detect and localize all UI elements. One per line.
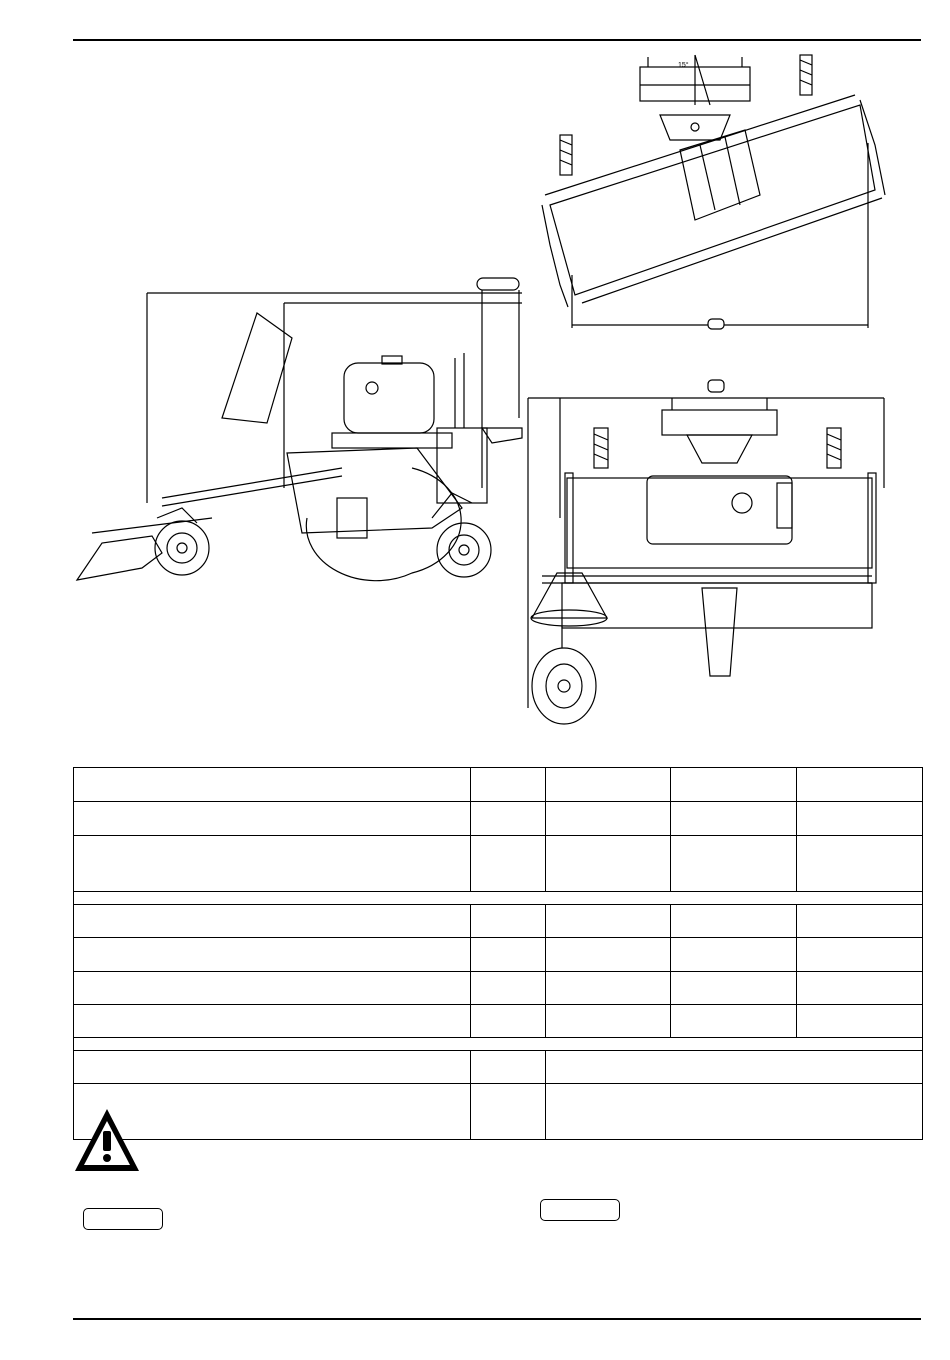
table-row <box>74 938 923 972</box>
table-cell <box>74 802 471 836</box>
table-cell <box>74 1051 471 1084</box>
table-cell <box>546 1005 671 1038</box>
table-cell <box>546 768 671 802</box>
table-cell <box>797 938 923 972</box>
table-cell <box>74 1005 471 1038</box>
table-cell <box>797 1005 923 1038</box>
table-cell <box>671 1005 797 1038</box>
table-cell <box>74 972 471 1005</box>
table-separator-row <box>74 1038 923 1051</box>
top-view-angled-drawing <box>520 45 900 335</box>
table-row <box>74 972 923 1005</box>
table-cell <box>797 768 923 802</box>
table-cell <box>471 1084 546 1140</box>
footer-rule <box>73 1318 921 1320</box>
table-cell <box>671 938 797 972</box>
table-cell <box>471 972 546 1005</box>
header-rule <box>73 39 921 41</box>
table-cell <box>546 972 671 1005</box>
table-cell <box>546 1051 923 1084</box>
side-view-drawing <box>72 268 532 588</box>
table-cell <box>74 836 471 892</box>
table-cell <box>471 1051 546 1084</box>
table-cell <box>471 938 546 972</box>
table-cell <box>671 905 797 938</box>
table-cell <box>546 938 671 972</box>
table-cell <box>671 972 797 1005</box>
table-cell <box>797 802 923 836</box>
table-row <box>74 1051 923 1084</box>
table-row <box>74 1005 923 1038</box>
table-cell <box>797 836 923 892</box>
table-cell <box>471 836 546 892</box>
front-view-drawing <box>522 378 892 733</box>
table-cell <box>471 905 546 938</box>
label-box-left <box>83 1208 163 1230</box>
table-separator-row <box>74 892 923 905</box>
table-cell <box>546 1084 923 1140</box>
table-row <box>74 768 923 802</box>
table-cell <box>671 768 797 802</box>
label-box-right <box>540 1199 620 1221</box>
table-cell <box>546 836 671 892</box>
table-cell <box>797 905 923 938</box>
table-cell <box>471 802 546 836</box>
table-cell <box>471 768 546 802</box>
table-cell <box>671 836 797 892</box>
table-row <box>74 1084 923 1140</box>
table-row <box>74 836 923 892</box>
table-cell <box>74 905 471 938</box>
table-cell <box>74 768 471 802</box>
table-separator-cell <box>74 892 923 905</box>
spec-table <box>73 767 923 1140</box>
table-cell <box>546 802 671 836</box>
table-cell <box>797 972 923 1005</box>
warning-triangle-icon <box>72 1105 142 1175</box>
table-row <box>74 905 923 938</box>
table-cell <box>74 938 471 972</box>
table-row <box>74 802 923 836</box>
table-cell <box>471 1005 546 1038</box>
angle-label: 15° <box>678 62 689 69</box>
table-cell <box>671 802 797 836</box>
table-cell <box>546 905 671 938</box>
table-separator-cell <box>74 1038 923 1051</box>
